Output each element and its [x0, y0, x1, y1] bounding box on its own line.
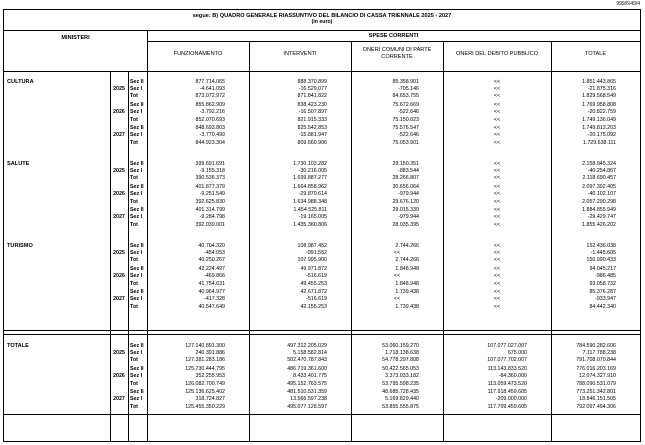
- section-label: Sez I: [130, 86, 143, 93]
- table-cell-value: 29.150.351: [392, 161, 419, 167]
- table-cell-value: 1.454.525.811: [293, 207, 327, 214]
- table-cell-value: 1.829.568.549: [582, 93, 616, 100]
- table-cell-value: 1.769.958.808: [582, 102, 616, 109]
- table-cell-value: -516.619: [306, 296, 327, 303]
- section-label: Sez II: [130, 184, 144, 191]
- table-cell-value: 1.749.813.203: [582, 125, 616, 132]
- table-cell-value: 1.664.858.962: [293, 184, 327, 191]
- table-cell-value: 2.097.392.405: [582, 184, 616, 191]
- table-cell-value: <<: [493, 168, 501, 175]
- table-cell-value: 852.070.693: [195, 116, 225, 123]
- year-label: 2025: [113, 86, 125, 93]
- table-cell-value: 13.566.597.238: [290, 396, 327, 403]
- table-cell-value: -417.328: [204, 296, 225, 303]
- table-cell-value: -4.641.093: [199, 86, 225, 93]
- table-cell-value: <<: [493, 273, 501, 280]
- table-cell-value: 877.714.065: [195, 79, 225, 85]
- table-cell-value: <<: [493, 257, 501, 264]
- table-cell-value: 8.433.401.775: [293, 373, 327, 380]
- table-cell-value: 12.074.327.910: [579, 373, 616, 380]
- table-cell-value: 497.312.205.029: [287, 343, 327, 349]
- table-cell-value: 84.653.755: [392, 93, 419, 100]
- table-cell-value: 29.676.120: [392, 198, 419, 205]
- table-cell-value: 40.964.977: [198, 289, 225, 296]
- table-cell-value: <<: [493, 116, 501, 123]
- table-cell-value: -9.284.798: [199, 214, 225, 221]
- table-cell-value: 1.848.948: [395, 280, 419, 287]
- section-label: Sez II: [130, 79, 144, 85]
- table-cell-value: 825.542.853: [297, 125, 327, 132]
- table-cell-value: <<: [393, 250, 401, 257]
- table-cell-value: 2.118.690.457: [582, 175, 616, 182]
- budget-table: [3, 9, 641, 442]
- table-cell-value: 53.855.555.875: [382, 403, 419, 410]
- section-label: Tot: [130, 303, 138, 310]
- section-label: Tot: [130, 257, 138, 264]
- table-cell-value: -84.360.000: [498, 373, 527, 380]
- table-cell-value: 49.971.872: [300, 266, 327, 273]
- table-cell-value: 390.536.373: [195, 175, 225, 182]
- ministry-label: SALUTE: [7, 161, 30, 167]
- table-cell-value: -19.165.005: [298, 214, 327, 221]
- table-cell-value: 848.693.803: [195, 125, 225, 132]
- table-cell-value: 821.915.333: [297, 116, 327, 123]
- column-divider: [128, 71, 129, 441]
- section-label: Tot: [130, 198, 138, 205]
- table-cell-value: -9.251.549: [199, 191, 225, 198]
- table-cell-value: 42.155.253: [300, 303, 327, 310]
- table-cell-value: 126.082.700.749: [185, 380, 225, 387]
- column-header: FUNZIONAMENTO: [173, 51, 223, 57]
- table-cell-value: <<: [393, 296, 401, 303]
- table-cell-value: 40.547.649: [198, 303, 225, 310]
- table-cell-value: -15.881.947: [298, 132, 327, 139]
- table-cell-value: -20.175.092: [587, 132, 616, 139]
- table-cell-value: 2.158.945.324: [582, 161, 616, 167]
- table-cell-value: -979.944: [398, 191, 419, 198]
- table-cell-value: 3.373.033.182: [385, 373, 419, 380]
- table-cell-value: 1.729.638.111: [582, 139, 616, 146]
- table-cell-value: 773.251.342.801: [576, 389, 616, 396]
- table-cell-value: 838.423.230: [297, 102, 327, 109]
- table-cell-value: -933.947: [595, 296, 616, 303]
- table-cell-value: -29.870.614: [298, 191, 327, 198]
- table-cell-value: -986.485: [595, 273, 616, 280]
- section-label: Sez I: [130, 273, 143, 280]
- table-cell-value: 2.057.290.298: [582, 198, 616, 205]
- table-cell-value: 30.656.064: [392, 184, 419, 191]
- table-cell-value: 675.000: [507, 350, 527, 357]
- table-cell-value: 495.152.763.575: [287, 380, 327, 387]
- column-header: TOTALE: [584, 51, 607, 57]
- year-label: 2025: [113, 350, 125, 357]
- column-header: ONERI COMUNI DI PARTE CORRENTE: [362, 47, 432, 60]
- ministeri-header: MINISTERI: [61, 35, 90, 41]
- section-label: Tot: [130, 93, 138, 100]
- table-cell-value: <<: [493, 191, 501, 198]
- table-cell-value: <<: [493, 243, 501, 249]
- section-label: Sez II: [130, 289, 144, 296]
- table-cell-value: 1.884.855.949: [582, 207, 616, 214]
- table-cell-value: <<: [493, 207, 501, 214]
- table-cell-value: 481.510.531.359: [287, 389, 327, 396]
- year-label: 2026: [113, 109, 125, 116]
- section-label: Sez I: [130, 168, 143, 175]
- section-label: Tot: [130, 380, 138, 387]
- ministry-label: CULTURA: [7, 79, 34, 85]
- table-cell-value: <<: [493, 250, 501, 257]
- table-cell-value: 113.059.473.520: [487, 380, 527, 387]
- table-cell-value: 495.077.128.597: [287, 403, 327, 410]
- table-cell-value: 1.851.443.865: [582, 79, 616, 85]
- document-reference: 999/6/49/4: [616, 1, 640, 7]
- section-label: Sez II: [130, 125, 144, 132]
- table-cell-value: 18.846.151.505: [579, 396, 616, 403]
- table-cell-value: 127.140.891.300: [185, 343, 225, 349]
- table-cell-value: <<: [493, 161, 501, 167]
- table-cell-value: 399.691.691: [195, 161, 225, 167]
- table-cell-value: 1.749.136.049: [582, 116, 616, 123]
- table-cell-value: 2.744.266: [395, 257, 419, 264]
- table-cell-value: 117.709.459.605: [487, 403, 527, 410]
- section-label: Tot: [130, 139, 138, 146]
- table-cell-value: -20.822.759: [587, 109, 616, 116]
- table-cell-value: 1.739.438: [395, 303, 419, 310]
- table-cell-value: <<: [493, 280, 501, 287]
- table-cell-value: 75.150.023: [392, 116, 419, 123]
- section-label: Sez I: [130, 214, 143, 221]
- section-label: Sez I: [130, 191, 143, 198]
- section-label: Tot: [130, 175, 138, 182]
- table-cell-value: 809.660.906: [297, 139, 327, 146]
- table-cell-value: <<: [493, 102, 501, 109]
- table-subtitle: (in euro): [311, 19, 333, 25]
- table-cell-value: -469.866: [204, 273, 225, 280]
- year-label: 2027: [113, 296, 125, 303]
- table-cell-value: 392.030.001: [195, 221, 225, 228]
- table-cell-value: 48.685.728.435: [382, 389, 419, 396]
- table-cell-value: 53.060.159.270: [382, 343, 419, 349]
- table-cell-value: 125.136.625.402: [185, 389, 225, 396]
- table-cell-value: <<: [493, 139, 501, 146]
- table-cell-value: 29.015.339: [392, 207, 419, 214]
- table-body: [4, 10, 640, 441]
- table-cell-value: <<: [493, 132, 501, 139]
- table-cell-value: 2.744.266: [395, 243, 419, 249]
- table-cell-value: 784.590.282.606: [576, 343, 616, 349]
- table-cell-value: 401.877.379: [195, 184, 225, 191]
- table-cell-value: <<: [493, 175, 501, 182]
- table-cell-value: -979.944: [398, 214, 419, 221]
- table-cell-value: -16.529.077: [298, 86, 327, 93]
- table-cell-value: 150.990.433: [586, 257, 616, 264]
- table-cell-value: -516.619: [306, 273, 327, 280]
- year-label: 2027: [113, 396, 125, 403]
- table-cell-value: 107.077.702.007: [487, 357, 527, 364]
- table-cell-value: 54.778.297.808: [382, 357, 419, 364]
- table-cell-value: -1.445.605: [590, 250, 616, 257]
- table-cell-value: -40.102.107: [587, 191, 616, 198]
- table-cell-value: 40.250.267: [198, 257, 225, 264]
- table-cell-value: 28.266.807: [392, 175, 419, 182]
- table-cell-value: 75.576.547: [392, 125, 419, 132]
- section-label: Sez I: [130, 373, 143, 380]
- table-cell-value: 1.718.138.638: [385, 350, 419, 357]
- section-label: Sez II: [130, 389, 144, 396]
- table-cell-value: 93.058.732: [589, 280, 616, 287]
- table-cell-value: 486.719.361.600: [287, 366, 327, 373]
- section-label: Sez II: [130, 243, 144, 249]
- table-cell-value: <<: [493, 198, 501, 205]
- table-cell-value: <<: [493, 221, 501, 228]
- table-cell-value: 94.045.217: [589, 266, 616, 273]
- table-cell-value: 1.634.988.348: [293, 198, 327, 205]
- table-cell-value: 1.739.438: [395, 289, 419, 296]
- table-cell-value: <<: [493, 109, 501, 116]
- table-cell-value: <<: [493, 93, 501, 100]
- table-cell-value: 113.143.833.520: [487, 366, 527, 373]
- table-cell-value: -40.254.867: [587, 168, 616, 175]
- table-cell-value: 41.754.631: [198, 280, 225, 287]
- table-cell-value: 85.376.287: [589, 289, 616, 296]
- table-cell-value: 240.391.886: [195, 350, 225, 357]
- section-label: Sez I: [130, 109, 143, 116]
- table-cell-value: 40.704.320: [198, 243, 225, 249]
- table-cell-value: -883.544: [398, 168, 419, 175]
- table-cell-value: 107.995.900: [297, 257, 327, 264]
- table-cell-value: 84.442.340: [589, 303, 616, 310]
- table-cell-value: 28.035.395: [392, 221, 419, 228]
- table-cell-value: <<: [493, 296, 501, 303]
- year-label: 2026: [113, 191, 125, 198]
- table-cell-value: -21.875.316: [587, 86, 616, 93]
- ministry-label: TOTALE: [7, 343, 29, 349]
- year-label: 2027: [113, 132, 125, 139]
- section-separator: [4, 334, 640, 335]
- table-cell-value: 7.117.788.238: [582, 350, 616, 357]
- table-cell-value: 1.435.360.806: [293, 221, 327, 228]
- table-cell-value: 318.724.827: [195, 396, 225, 403]
- table-cell-value: -30.216.005: [298, 168, 327, 175]
- table-cell-value: 125.730.444.795: [185, 366, 225, 373]
- table-cell-value: <<: [493, 79, 501, 85]
- section-label: Tot: [130, 357, 138, 364]
- table-cell-value: 50.422.565.053: [382, 366, 419, 373]
- year-label: 2025: [113, 250, 125, 257]
- table-cell-value: 1.730.103.282: [293, 161, 327, 167]
- section-label: Tot: [130, 221, 138, 228]
- table-cell-value: 53.795.598.235: [382, 380, 419, 387]
- table-cell-value: 352.255.953: [195, 373, 225, 380]
- table-cell-value: <<: [493, 214, 501, 221]
- table-cell-value: 152.436.038: [586, 243, 616, 249]
- table-cell-value: <<: [493, 125, 501, 132]
- spese-correnti-header: SPESE CORRENTI: [368, 33, 419, 39]
- section-label: Tot: [130, 280, 138, 287]
- table-cell-value: 502.470.787.843: [287, 357, 327, 364]
- table-cell-value: 844.923.304: [195, 139, 225, 146]
- table-cell-value: -3.770.499: [199, 132, 225, 139]
- table-title: segue: B) QUADRO GENERALE RIASSUNTIVO DEL BILANCIO DI CASSA TRIENNALE 2025 - 2027: [192, 13, 452, 19]
- year-label: 2027: [113, 214, 125, 221]
- table-cell-value: 855.862.909: [195, 102, 225, 109]
- table-cell-value: <<: [493, 303, 501, 310]
- section-label: Sez I: [130, 296, 143, 303]
- table-cell-value: 117.918.459.605: [487, 389, 527, 396]
- section-label: Tot: [130, 116, 138, 123]
- table-cell-value: 791.708.070.844: [576, 357, 616, 364]
- table-cell-value: -16.507.897: [298, 109, 327, 116]
- section-label: Sez II: [130, 161, 144, 167]
- table-cell-value: <<: [493, 86, 501, 93]
- table-cell-value: -209.000.000: [495, 396, 527, 403]
- table-cell-value: -705.146: [398, 86, 419, 93]
- table-cell-value: 392.625.830: [195, 198, 225, 205]
- year-label: 2026: [113, 273, 125, 280]
- table-cell-value: <<: [393, 273, 401, 280]
- section-label: Sez I: [130, 396, 143, 403]
- table-cell-value: 5.169.829.440: [385, 396, 419, 403]
- table-cell-value: 1.699.887.277: [293, 175, 327, 182]
- year-label: 2026: [113, 373, 125, 380]
- section-label: Sez I: [130, 350, 143, 357]
- section-label: Sez II: [130, 266, 144, 273]
- section-separator: [4, 330, 640, 331]
- ministry-label: TURISMO: [7, 243, 33, 249]
- header-bottom-line: [4, 71, 640, 72]
- table-cell-value: 75.672.669: [392, 102, 419, 109]
- column-header: INTERVENTI: [283, 51, 317, 57]
- table-cell-value: 125.455.350.229: [185, 403, 225, 410]
- table-cell-value: 49.455.253: [300, 280, 327, 287]
- table-cell-value: 871.841.822: [297, 93, 327, 100]
- section-label: Sez I: [130, 132, 143, 139]
- table-cell-value: 42.224.497: [198, 266, 225, 273]
- table-cell-value: 792.097.494.306: [576, 403, 616, 410]
- table-cell-value: -522.646: [398, 109, 419, 116]
- table-cell-value: 85.358.901: [392, 79, 419, 85]
- section-separator: [4, 414, 640, 415]
- section-label: Sez II: [130, 102, 144, 109]
- table-cell-value: 108.987.452: [297, 243, 327, 249]
- table-cell-value: 788.090.531.079: [576, 380, 616, 387]
- table-cell-value: <<: [493, 266, 501, 273]
- column-header: ONERI DEL DEBITO PUBBLICO: [455, 51, 539, 57]
- section-label: Tot: [130, 403, 138, 410]
- table-cell-value: 1.855.426.202: [582, 221, 616, 228]
- section-label: Sez II: [130, 207, 144, 214]
- table-cell-value: -3.792.216: [199, 109, 225, 116]
- year-label: 2025: [113, 168, 125, 175]
- section-label: Sez II: [130, 366, 144, 373]
- table-cell-value: 873.072.972: [195, 93, 225, 100]
- table-cell-value: -991.552: [306, 250, 327, 257]
- table-cell-value: 1.848.948: [395, 266, 419, 273]
- table-cell-value: 75.053.901: [392, 139, 419, 146]
- table-cell-value: -454.053: [204, 250, 225, 257]
- table-cell-value: 107.077.027.007: [487, 343, 527, 349]
- table-cell-value: 5.158.582.814: [293, 350, 327, 357]
- table-cell-value: -29.429.747: [587, 214, 616, 221]
- table-cell-value: <<: [493, 289, 501, 296]
- table-cell-value: 776.016.203.169: [576, 366, 616, 373]
- table-cell-value: -522.646: [398, 132, 419, 139]
- table-cell-value: 888.370.899: [297, 79, 327, 85]
- section-label: Sez II: [130, 343, 144, 349]
- header-divider: [147, 41, 640, 42]
- table-cell-value: 127.381.283.186: [185, 357, 225, 364]
- table-cell-value: -9.155.318: [199, 168, 225, 175]
- table-cell-value: <<: [493, 184, 501, 191]
- section-label: Sez I: [130, 250, 143, 257]
- table-cell-value: 401.314.799: [195, 207, 225, 214]
- table-cell-value: 42.671.872: [300, 289, 327, 296]
